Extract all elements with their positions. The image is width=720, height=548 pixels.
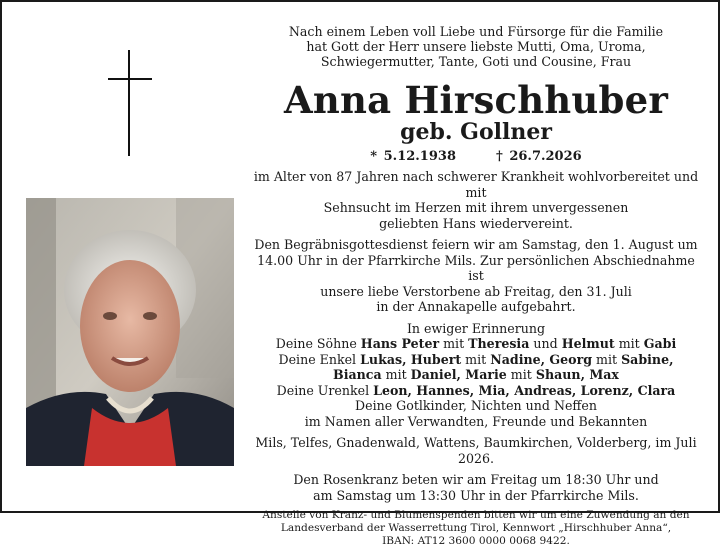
intro-line: hat Gott der Herr unsere liebste Mutti, Oma, Uroma, [306, 39, 646, 54]
grandchildren-line: Deine Enkel Lukas, Hubert mit Nadine, Georg mit Sabine, [278, 351, 674, 367]
passing-line: geliebten Hans wiedervereint. [379, 215, 573, 231]
great-grandchildren-line: Deine Urenkel Leon, Hannes, Mia, Andreas, Lorenz, Clara [276, 382, 676, 398]
donation-line: IBAN: AT12 3600 0000 0068 9422. [382, 535, 570, 547]
sons-line: Deine Söhne Hans Peter mit Theresia und Helmut mit Gabi [275, 336, 677, 351]
birth-date: * 5.12.1938 [370, 149, 456, 164]
donation-line: Landesverband der Wasserrettung Tirol, Kennwort „Hirschhuber Anna“, [280, 522, 672, 534]
relatives-line: im Namen aller Verwandten, Freunde und Bekannten [304, 413, 648, 429]
donation-text [250, 509, 702, 548]
portrait-photo [26, 198, 234, 466]
cross-icon [108, 50, 152, 156]
grandchildren-line-2: Bianca mit Daniel, Marie mit Shaun, Max [333, 367, 619, 382]
life-dates [250, 148, 702, 166]
funeral-line: Den Begräbnisgottesdienst feiern wir am Samstag, den 1. August um [254, 237, 698, 252]
intro-line: Schwiegermutter, Tante, Goti und Cousine, Frau [320, 54, 632, 69]
passing-line: Sehnsucht im Herzen mit ihrem unvergessenen [323, 200, 629, 215]
rosary-line: am Samstag um 13:30 Uhr in der Pfarrkirche Mils. [313, 487, 639, 503]
funeral-line: in der Annakapelle aufgebahrt. [376, 299, 576, 314]
funeral-line: unsere liebe Verstorbene ab Freitag, den 31. Juli [320, 283, 632, 299]
memory-heading: In ewiger Erinnerung [406, 320, 546, 336]
passing-line: im Alter von 87 Jahren nach schwerer Krankheit wohlvorbereitet und mit [253, 169, 699, 200]
places-line: Mils, Telfes, Gnadenwald, Wattens, Baumkirchen, Volderberg, im Juli 2026. [255, 435, 697, 466]
donation-line: Anstelle von Kranz- und Blumenspenden bitten wir um eine Zuwendung an den [262, 509, 690, 521]
intro-line: Nach einem Leben voll Liebe und Fürsorge für die Familie [288, 24, 664, 39]
obituary-text [250, 24, 702, 548]
funeral-text [250, 237, 702, 315]
mourners-block [250, 321, 702, 430]
passing-text [250, 169, 702, 231]
funeral-line: 14.00 Uhr in der Pfarrkirche Mils. Zur persönlichen Abschiednahme ist [257, 252, 695, 283]
rosary-text [250, 472, 702, 503]
deceased-name: Anna Hirschhuber [283, 78, 669, 122]
maiden-name: geb. Gollner [400, 119, 552, 145]
rosary-line: Den Rosenkranz beten wir am Freitag um 18:30 Uhr und [293, 472, 659, 487]
death-date: † 26.7.2026 [496, 149, 582, 164]
godchildren-line: Deine Gotlkinder, Nichten und Neffen [355, 398, 597, 413]
